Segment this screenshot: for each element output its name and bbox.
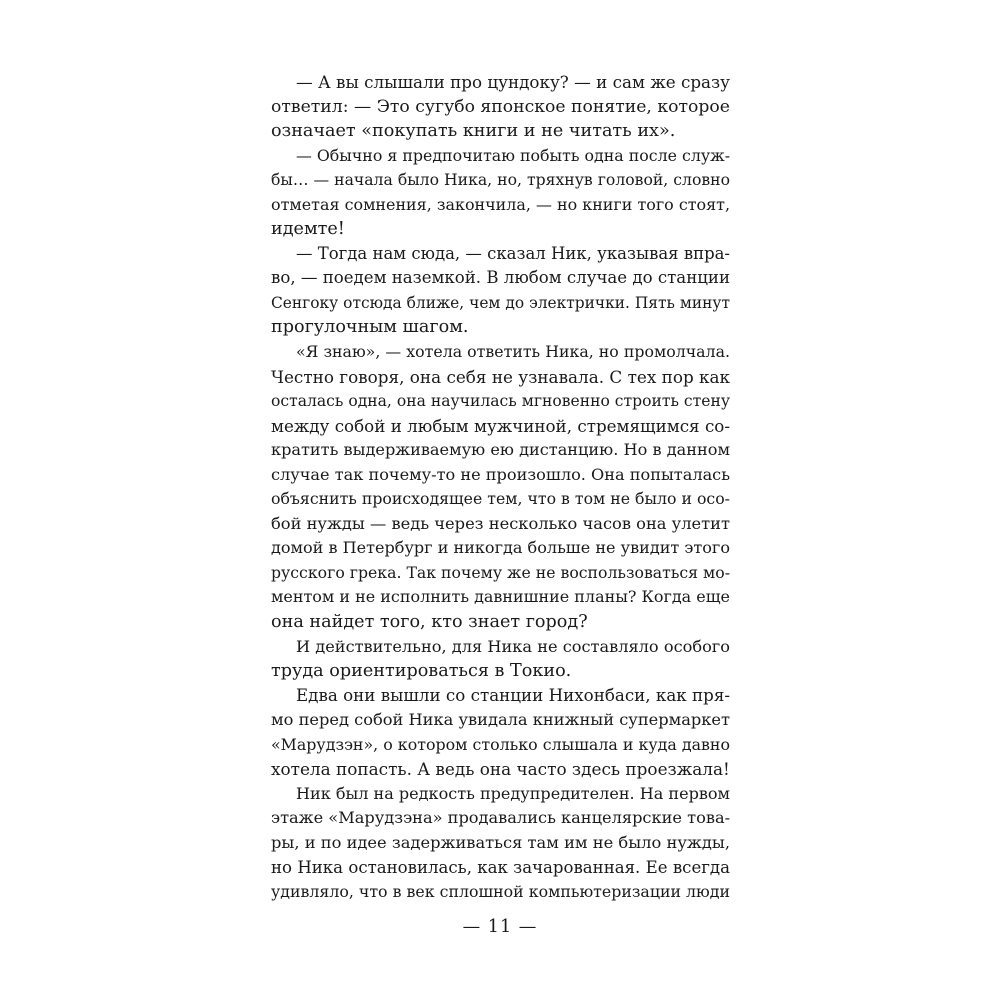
paragraph: [271, 144, 730, 242]
paragraph: [271, 635, 730, 684]
text-line: Ник был на редкость предупредителен. На первом: [296, 783, 731, 803]
text-line: — Обычно я предпочитаю побыть одна после служ-: [296, 145, 731, 165]
text-line: Сенгоку отсюда ближе, чем до электрички. Пять минут: [271, 293, 730, 312]
text-line: ответил: — Это сугубо японское понятие, которое: [271, 96, 730, 117]
text-line: — Тогда нам сюда, — сказал Ник, указывая впра-: [296, 243, 730, 263]
paragraph: [271, 70, 730, 144]
paragraph: [271, 340, 730, 635]
text-line: прогулочным шагом.: [271, 317, 469, 338]
text-line: означает «покупать книги и не читать их».: [271, 121, 676, 142]
text-line: труда ориентироваться в Токио.: [271, 661, 572, 682]
text-line: «Марудзэн», о котором столько слышала и куда давно: [271, 734, 730, 754]
text-line: бой нужды — ведь через несколько часов она улетит: [271, 513, 730, 533]
paragraph: [271, 242, 730, 340]
text-line: этаже «Марудзэна» продавались канцелярские това-: [271, 808, 731, 828]
text-line: «Я знаю», — хотела ответить Ника, но промолчала.: [296, 342, 730, 362]
text-line: во, — поедем наземкой. В любом случае до станции: [271, 268, 730, 288]
text-line: ры, и по идее задерживаться там им не было нужды,: [271, 832, 730, 852]
paragraph: [271, 684, 730, 782]
text-line: домой в Петербург и никогда больше не увидит этого: [271, 538, 730, 558]
text-line: — А вы слышали про цундоку? — и сам же сразу: [296, 72, 730, 92]
text-line: хотела попасть. А ведь она часто здесь проезжала!: [271, 759, 730, 780]
text-line: И действительно, для Ника не составляло особого: [296, 636, 730, 656]
text-line: мо перед собой Ника увидала книжный супермаркет: [271, 710, 730, 730]
text-line: Едва они вышли со станции Нихонбаси, как пря-: [296, 685, 730, 705]
text-line: но Ника остановилась, как зачарованная. Ее всегда: [271, 857, 730, 877]
text-line: идемте!: [271, 219, 345, 240]
text-line: ментом и не исполнить давнишние планы? Когда еще: [271, 587, 730, 607]
paragraph: [271, 782, 730, 905]
page-body: [271, 70, 730, 905]
text-line: кратить выдерживаемую ею дистанцию. Но в данном: [271, 440, 730, 460]
text-line: между собой и любым мужчиной, стремящимся со-: [271, 415, 730, 436]
text-line: Честно говоря, она себя не узнавала. С тех пор как: [271, 366, 731, 387]
text-line: осталась одна, она научилась мгновенно строить стену: [271, 392, 730, 411]
page-number: — 11 —: [462, 917, 538, 937]
text-line: бы… — начала было Ника, но, тряхнув головой, словно: [271, 170, 730, 190]
text-line: случае так почему-то не произошло. Она попыталась: [271, 464, 730, 484]
text-line: удивляло, что в век сплошной компьютеризации люди: [271, 882, 730, 902]
text-line: отметая сомнения, закончила, — но книги того стоят,: [271, 194, 730, 214]
text-line: русского грека. Так почему же не воспользоваться мо-: [271, 562, 730, 582]
text-line: объяснить происходящее тем, что в том не было и осо-: [271, 489, 730, 509]
text-line: она найдет того, кто знает город?: [271, 612, 588, 633]
